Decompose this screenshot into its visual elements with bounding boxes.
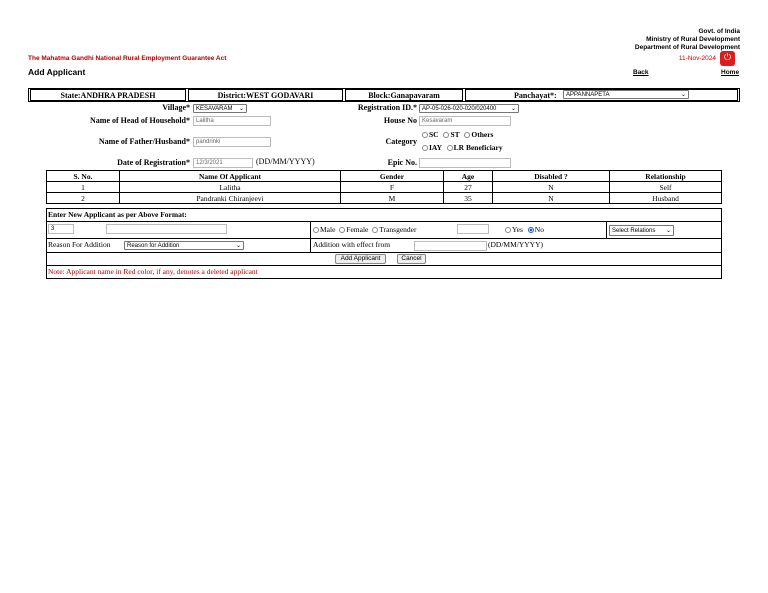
- category-options-row2: [422, 143, 503, 152]
- registration-label: Registration ID.*: [357, 103, 417, 112]
- reg-date-format: (DD/MM/YYYY): [256, 157, 315, 166]
- category-sc[interactable]: SC: [422, 130, 439, 139]
- gender-options: [313, 225, 416, 234]
- category-lr[interactable]: LR Beneficiary: [447, 143, 503, 152]
- block-cell: Block:Ganapavaram: [345, 89, 463, 101]
- gender-transgender[interactable]: Transgender: [372, 225, 416, 234]
- col-gender: Gender: [341, 171, 444, 182]
- applicant-table: [46, 170, 722, 204]
- category-others[interactable]: Others: [464, 130, 493, 139]
- scheme-title: The Mahatma Gandhi National Rural Employment Guarantee Act: [28, 55, 227, 62]
- note-text: Note: Applicant name in Red color, if any, denotes a deleted applicant: [48, 267, 258, 276]
- village-label: Village*: [162, 103, 190, 112]
- age-input[interactable]: [457, 224, 489, 234]
- add-applicant-button[interactable]: Add Applicant: [335, 254, 386, 264]
- gender-female[interactable]: Female: [339, 225, 368, 234]
- disabled-options: [505, 225, 544, 234]
- head-input[interactable]: Lalitha: [193, 116, 271, 126]
- cell-relationship: Self: [610, 182, 722, 193]
- effect-date-input[interactable]: [414, 241, 487, 251]
- cell-disabled: N: [493, 193, 610, 204]
- reg-date-input[interactable]: 12/3/2021: [193, 158, 253, 168]
- cell-sno: 2: [47, 193, 120, 204]
- table-row: [47, 182, 722, 193]
- divider: [310, 221, 311, 252]
- state-cell: State:ANDHRA PRADESH: [30, 89, 186, 101]
- registration-value: AP-05-026-020-020/020400: [422, 106, 497, 112]
- village-value: KESAVARAM: [196, 106, 233, 112]
- chevron-down-icon: ⌄: [238, 106, 244, 112]
- department-label: Department of Rural Development: [634, 44, 740, 51]
- disabled-no[interactable]: No: [528, 225, 544, 234]
- cell-age: 35: [444, 193, 493, 204]
- new-applicant-heading: Enter New Applicant as per Above Format:: [48, 210, 187, 219]
- registration-select[interactable]: [419, 104, 519, 113]
- divider: [46, 238, 722, 239]
- chevron-down-icon: ⌄: [235, 243, 241, 249]
- father-input[interactable]: pandrinki: [193, 137, 271, 147]
- house-input[interactable]: Kesavaram: [419, 116, 511, 126]
- house-label: House No: [383, 116, 417, 125]
- panchayat-label: Panchayat*:: [514, 91, 557, 100]
- col-disabled: Disabled ?: [493, 171, 610, 182]
- relation-placeholder: Select Relations: [612, 228, 656, 234]
- page-title: Add Applicant: [28, 67, 86, 77]
- col-relationship: Relationship: [610, 171, 722, 182]
- divider: [46, 221, 722, 222]
- table-row: [47, 193, 722, 204]
- gender-male[interactable]: Male: [313, 225, 335, 234]
- district-cell: District:WEST GODAVARI: [188, 89, 343, 101]
- current-date: 11-Nov-2024: [678, 55, 716, 62]
- table-header-row: [47, 171, 722, 182]
- relation-select[interactable]: [609, 225, 674, 236]
- category-iay[interactable]: IAY: [422, 143, 442, 152]
- col-name: Name Of Applicant: [120, 171, 341, 182]
- effect-format: (DD/MM/YYYY): [488, 240, 543, 249]
- cell-gender: F: [341, 182, 444, 193]
- reason-value: Reason for Addition: [127, 243, 180, 249]
- effect-label: Addition with effect from: [313, 240, 391, 249]
- cell-name: Pandranki Chiranjeevi: [120, 193, 341, 204]
- panchayat-value: APPANNAPETA: [566, 92, 610, 98]
- category-options-row1: [422, 130, 493, 139]
- panchayat-select[interactable]: [563, 90, 689, 99]
- cell-disabled: N: [493, 182, 610, 193]
- ministry-label: Ministry of Rural Development: [646, 36, 740, 43]
- govt-label: Govt. of India: [698, 28, 740, 35]
- header-org-block: [635, 28, 740, 52]
- cell-gender: M: [341, 193, 444, 204]
- father-label: Name of Father/Husband*: [98, 137, 190, 146]
- logout-icon[interactable]: ⏻: [720, 51, 735, 66]
- col-age: Age: [444, 171, 493, 182]
- serial-input[interactable]: 3: [48, 224, 74, 234]
- chevron-down-icon: ⌄: [680, 92, 686, 98]
- divider: [46, 265, 722, 266]
- village-select[interactable]: [193, 104, 247, 113]
- disabled-yes[interactable]: Yes: [505, 225, 523, 234]
- divider: [46, 252, 722, 253]
- col-sno: S. No.: [47, 171, 120, 182]
- reason-select[interactable]: [124, 241, 244, 250]
- head-label: Name of Head of Household*: [90, 116, 190, 125]
- divider: [606, 221, 607, 238]
- category-label: Category: [385, 137, 417, 146]
- home-link[interactable]: Home: [721, 69, 740, 76]
- category-st[interactable]: ST: [443, 130, 459, 139]
- cell-age: 27: [444, 182, 493, 193]
- cell-name: Lalitha: [120, 182, 341, 193]
- chevron-down-icon: ⌄: [510, 106, 516, 112]
- epic-input[interactable]: [419, 158, 511, 168]
- reason-label: Reason For Addition: [48, 240, 111, 249]
- cell-relationship: Husband: [610, 193, 722, 204]
- chevron-down-icon: ⌄: [665, 228, 671, 234]
- epic-label: Epic No.: [387, 158, 417, 167]
- applicant-name-input[interactable]: [106, 224, 227, 234]
- cancel-button[interactable]: Cancel: [397, 254, 426, 264]
- cell-sno: 1: [47, 182, 120, 193]
- back-link[interactable]: Back: [633, 69, 649, 76]
- reg-date-label: Date of Registration*: [117, 158, 190, 167]
